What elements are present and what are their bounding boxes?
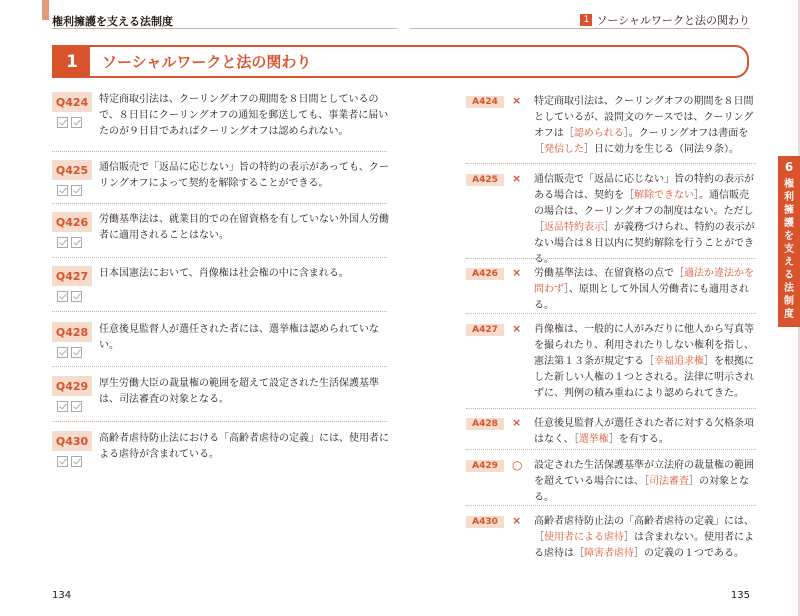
section-title: ソーシャルワークと法の関わり [102, 53, 312, 71]
check-box[interactable] [57, 237, 68, 248]
running-head-number: 1 [580, 14, 592, 26]
check-box[interactable] [57, 347, 68, 358]
cross-mark-icon: × [512, 172, 522, 185]
key-term: 解除できない [634, 190, 694, 201]
key-term: 適法か違法かを問わず [534, 268, 754, 295]
answer-divider [466, 258, 756, 259]
key-term: 障害者虐待 [584, 548, 634, 559]
cross-mark-icon: × [512, 514, 522, 527]
question-divider [52, 311, 387, 312]
check-box[interactable] [57, 291, 68, 302]
answer-text: 高齢者虐待防止法の「高齢者虐待の定義」には、［使用者による虐待］は含まれない。使用者による虐待は［障害者虐待］の定義の１つである。 [534, 516, 754, 559]
answer-text: 肖像権は、一般的に人がみだりに他人から写真等を撮られたり、利用されたりしない権利を指し、憲法第１３条が規定する［幸福追求権］を根拠にした新しい人権の１つとされる。法律に明示されずに、判例の積み重ねにより認められてきた。 [534, 324, 754, 399]
question-divider [52, 203, 387, 204]
chapter-number: 6 [784, 160, 794, 174]
question-text: 通信販売で「返品に応じない」旨の特約の表示があっても、クーリングオフによって契約を解除することができる。 [99, 162, 389, 189]
check-box[interactable] [71, 347, 82, 358]
question-text: 特定商取引法は、クーリングオフの期間を８日間としているので、８日目にクーリングオフの通知を郵送しても、事業者に届いたのが９日目であればクーリングオフは認められない。 [99, 94, 389, 137]
check-box[interactable] [71, 237, 82, 248]
check-boxes [57, 347, 82, 358]
answer-number: A427 [466, 324, 504, 336]
header-accent-bar [42, 0, 49, 20]
check-box[interactable] [71, 401, 82, 412]
header-rule-right [410, 28, 750, 29]
check-box[interactable] [57, 185, 68, 196]
question-number: Q428 [52, 322, 92, 342]
question-number: Q424 [52, 92, 92, 112]
check-boxes [57, 237, 82, 248]
check-box[interactable] [57, 456, 68, 467]
question-text: 労働基準法は、就業目的での在留資格を有していない外国人労働者に適用されることはない。 [99, 214, 389, 241]
running-head-left: 権利擁護を支える法制度 [52, 15, 173, 28]
cross-mark-icon: × [512, 266, 522, 279]
key-term: 発信した [544, 144, 584, 155]
circle-mark-icon: ○ [512, 458, 523, 472]
check-box[interactable] [57, 401, 68, 412]
check-box[interactable] [71, 291, 82, 302]
check-boxes [57, 185, 82, 196]
question-text: 任意後見監督人が選任された者には、選挙権は認められていない。 [99, 324, 379, 351]
check-boxes [57, 456, 82, 467]
question-number: Q425 [52, 160, 92, 180]
key-term: 司法審査 [649, 476, 689, 487]
question-number: Q426 [52, 212, 92, 232]
cross-mark-icon: × [512, 322, 522, 335]
question-divider [52, 366, 387, 367]
answer-divider [466, 505, 756, 506]
key-term: 選挙権 [578, 434, 609, 445]
running-head-title: ソーシャルワークと法の関わり [596, 14, 750, 27]
key-term: 返品特約表示 [544, 222, 604, 233]
question-text: 日本国憲法において、肖像権は社会権の中に含まれる。 [99, 268, 349, 279]
check-box[interactable] [71, 185, 82, 196]
question-text: 厚生労働大臣の裁量権の範囲を超えて設定された生活保護基準は、司法審査の対象となる。 [99, 378, 379, 405]
answer-text: 通信販売で「返品に応じない」旨の特約の表示がある場合は、契約を［解除できない］。通信販売の場合は、クーリングオフの制度はない。ただし［返品特約表示］が義務づけられ、特約の表示がない場合は８日以内に契約解除を行うことができる。 [534, 174, 755, 265]
answer-divider [466, 163, 756, 164]
answer-text: 労働基準法は、在留資格の点で［適法か違法かを問わず］、原則として外国人労働者にも適用される。 [534, 268, 754, 311]
question-divider [52, 151, 387, 152]
cross-mark-icon: × [512, 416, 522, 429]
check-boxes [57, 117, 82, 128]
answer-number: A426 [466, 268, 504, 280]
answer-divider [466, 408, 756, 409]
key-term: 認められる [573, 128, 624, 139]
page-number-right: 135 [730, 590, 750, 601]
key-term: 幸福追求権 [654, 356, 704, 367]
answer-number: A430 [466, 516, 504, 528]
answer-text: 特定商取引法は、クーリングオフの期間を８日間としているが、設問文のケースでは、クーリングオフは［認められる］。クーリングオフは書面を［発信した］日に効力を生じる（同法９条）。 [534, 96, 754, 155]
check-box[interactable] [71, 456, 82, 467]
cross-mark-icon: × [512, 94, 522, 107]
check-box[interactable] [57, 117, 68, 128]
question-text: 高齢者虐待防止法における「高齢者虐待の定義」には、使用者による虐待が含まれている。 [99, 433, 389, 460]
check-boxes [57, 401, 82, 412]
answer-number: A428 [466, 418, 504, 430]
answer-number: A425 [466, 174, 504, 186]
chapter-side-tab [778, 156, 800, 327]
answer-divider [466, 313, 756, 314]
answer-number: A429 [466, 460, 504, 472]
section-banner [52, 45, 749, 78]
key-term: 使用者による虐待 [544, 532, 624, 543]
header-rule-left [52, 28, 397, 29]
question-divider [52, 257, 387, 258]
answer-number: A424 [466, 96, 504, 108]
answer-text: 設定された生活保護基準が立法府の裁量権の範囲を超えている場合には、［司法審査］の対象となる。 [534, 460, 754, 503]
check-boxes [57, 291, 82, 302]
answer-text: 任意後見監督人が選任された者に対する欠格条項はなく、［選挙権］を有する。 [534, 418, 754, 445]
answer-divider [466, 449, 756, 450]
page-number-left: 134 [52, 590, 72, 601]
chapter-title-vertical: 権 利 擁 護 を 支 え る 法 制 度 [784, 179, 794, 320]
section-number: 1 [54, 47, 90, 76]
running-head-right [580, 12, 750, 28]
question-number: Q429 [52, 376, 92, 396]
question-number: Q430 [52, 431, 92, 451]
question-divider [52, 421, 387, 422]
check-box[interactable] [71, 117, 82, 128]
question-number: Q427 [52, 266, 92, 286]
